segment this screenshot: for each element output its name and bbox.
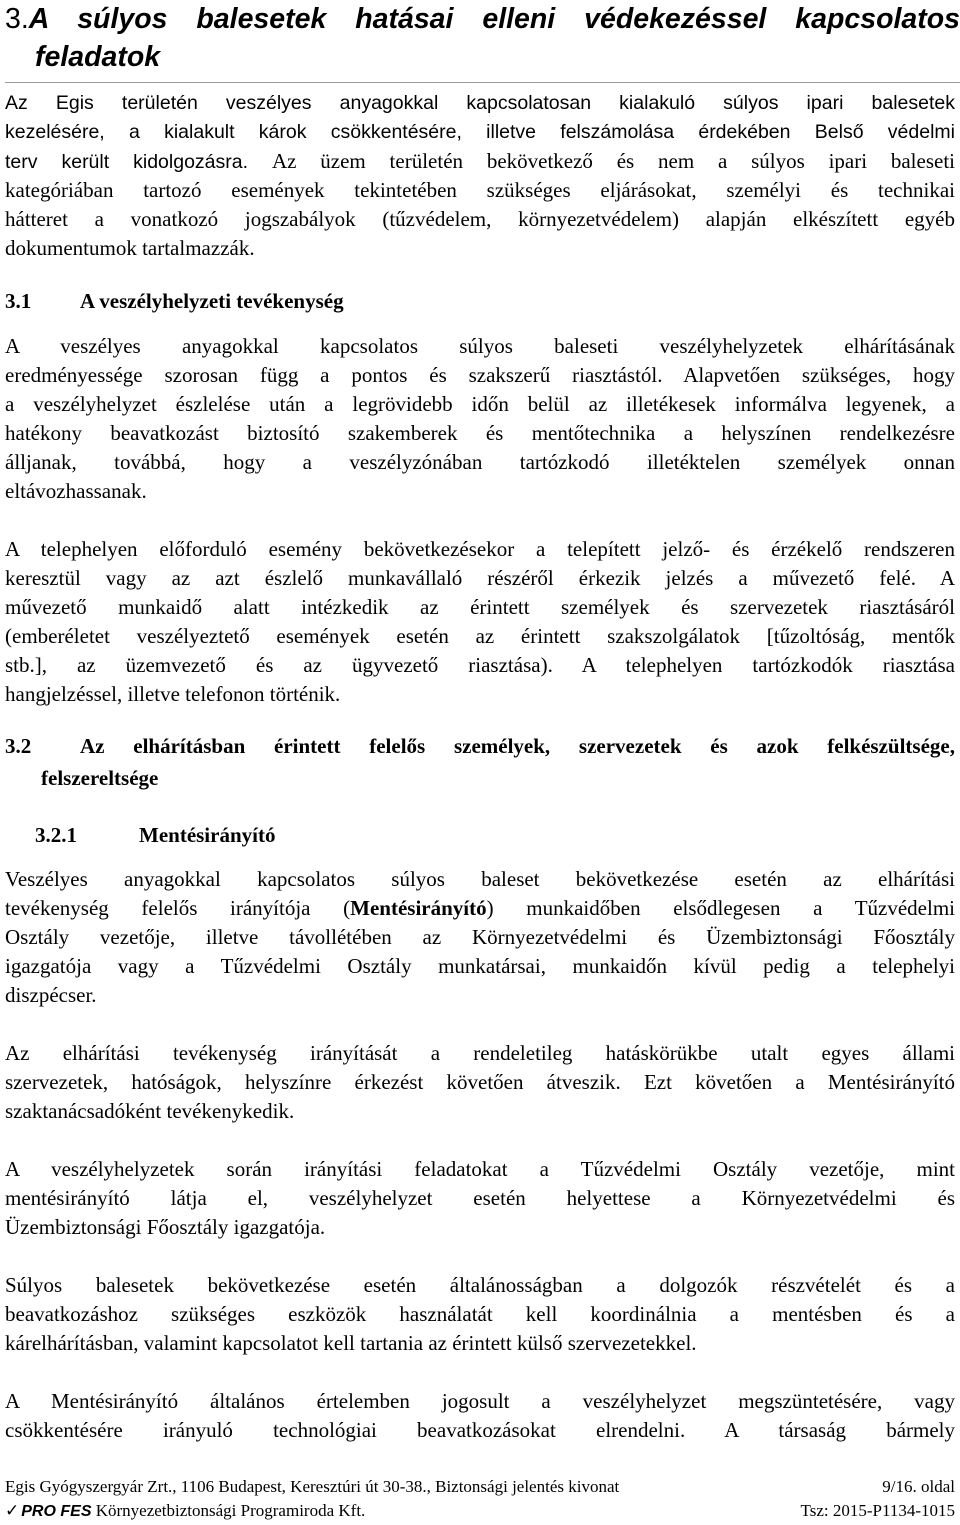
text-line: A Mentésirányító általános értelemben jogosult a veszélyhelyzet megszüntetésére, vagy [5, 1389, 955, 1413]
title-line-2: feladatok [35, 41, 161, 73]
text-line: keresztül vagy az azt észlelő munkavállaló részéről érkezik jelzés a művezető felé. A [5, 566, 955, 590]
bold-term: Mentésirányító [350, 896, 487, 920]
text-line: Súlyos balesetek bekövetkezése esetén általánosságban a dolgozók részvételét és a [5, 1273, 955, 1297]
text-line: művezető munkaidő alatt intézkedik az érintett személyek és szervezetek riasztásáról [5, 595, 955, 619]
text-line: Veszélyes anyagokkal kapcsolatos súlyos baleset bekövetkezése esetén az elhárítási [5, 867, 955, 891]
text-line: (emberéletet veszélyeztető események esetén az érintett szakszolgálatok [tűzoltóság, mentők [5, 624, 955, 648]
section-number: 3.2.1 [35, 823, 77, 847]
footer-line-1 [5, 1475, 955, 1499]
paragraph-3-1-a [5, 332, 955, 506]
text-line: eredményessége szorosan függ a pontos és szakszerű riasztástól. Alapvetően szükséges, hogy [5, 363, 955, 387]
section-heading-3-2-1 [5, 819, 275, 851]
text-line [5, 894, 955, 923]
intro-text-sans: terv került kidolgozásra. [5, 151, 249, 173]
section-heading-3-2 [5, 730, 955, 794]
title-text-1: A súlyos balesetek hatásai elleni védekezéssel kapcsolatos [28, 3, 960, 35]
intro-line: kezelésére, a kialakult károk csökkentésére, illetve felszámolása érdekében Belső védelmi [5, 121, 955, 143]
paragraph-3-2-1-d [5, 1271, 955, 1358]
text-line: hangjelzéssel, illetve telefonon történik. [5, 682, 341, 706]
paragraph-3-2-1-b [5, 1039, 955, 1126]
paragraph-3-2-1-c [5, 1155, 955, 1242]
text-line: diszpécser. [5, 983, 97, 1007]
section-heading-3-1 [5, 285, 344, 317]
intro-line [5, 147, 955, 176]
section-title: Mentésirányító [139, 823, 276, 847]
section-number: 3.1 [5, 289, 32, 313]
text-line: igazgatója vagy a Tűzvédelmi Osztály munkatársai, munkaidőn kívül pedig a telephelyi [5, 954, 955, 978]
intro-line: Az Egis területén veszélyes anyagokkal kapcsolatosan kialakuló súlyos ipari balesetek [5, 92, 955, 114]
text-line: kárelhárításban, valamint kapcsolatot kell tartania az érintett külső szervezetekkel. [5, 1331, 697, 1355]
paragraph-3-1-b [5, 535, 955, 709]
text-line: mentésirányító látja el, veszélyhelyzet esetén helyettese a Környezetvédelmi és [5, 1186, 955, 1210]
page-number: 9/16. oldal [882, 1477, 955, 1496]
text-line: a veszélyhelyzet észlelése után a legrövidebb időn belül az illetékesek informálva legyenek, a [5, 392, 955, 416]
text-line: beavatkozáshoz szükséges eszközök használatát kell koordinálnia a mentésben és a [5, 1302, 955, 1326]
text-run: tevékenység felelős irányítója ( [5, 896, 351, 920]
section-title: Az elhárításban érintett felelős személyek, szervezetek és azok felkészültsége, [80, 734, 955, 758]
text-line: álljanak, továbbá, hogy a veszélyzónában tartózkodó illetéktelen személyek onnan [5, 450, 955, 474]
text-run: ) munkaidőben elsődlegesen a Tűzvédelmi [486, 896, 955, 920]
text-line: Az elhárítási tevékenység irányítását a rendeletileg hatáskörükbe utalt egyes állami [5, 1041, 955, 1065]
text-line: A veszélyhelyzetek során irányítási feladatokat a Tűzvédelmi Osztály vezetője, mint [5, 1157, 955, 1181]
section-heading-line-1 [5, 730, 955, 762]
text-line: stb.], az üzemvezető és az ügyvezető riasztása). A telephelyen tartózkodók riasztása [5, 653, 955, 677]
title-line-1 [5, 0, 960, 38]
footer-org: Környezetbiztonsági Programiroda Kft. [95, 1501, 366, 1520]
paragraph-3-2-1-a [5, 865, 955, 1010]
footer-company: Egis Gyógyszergyár Zrt., 1106 Budapest, Keresztúri út 30-38., Biztonsági jelentés kivonat [5, 1477, 620, 1496]
title-number: 3. [5, 3, 29, 35]
paragraph-3-2-1-e [5, 1387, 955, 1445]
title-divider [5, 82, 960, 83]
text-line: Osztály vezetője, illetve távollétében az Környezetvédelmi és Üzembiztonsági Főosztály [5, 925, 955, 949]
section-title: A veszélyhelyzeti tevékenység [80, 289, 344, 313]
text-line: eltávozhassanak. [5, 479, 147, 503]
text-line: Üzembiztonsági Főosztály igazgatója. [5, 1215, 326, 1239]
checkmark-icon: ✓ [5, 1501, 20, 1521]
text-line: szaktanácsadóként tevékenykedik. [5, 1099, 295, 1123]
text-line: A veszélyes anyagokkal kapcsolatos súlyos baleseti veszélyhelyzetek elhárításának [5, 334, 955, 358]
text-line: A telephelyen előforduló esemény bekövetkezésekor a telepített jelző- és érzékelő rendszeren [5, 537, 955, 561]
intro-text-serif: Az üzem területén bekövetkező és nem a súlyos ipari baleseti [272, 149, 955, 173]
page-title [5, 0, 960, 76]
intro-line: dokumentumok tartalmazzák. [5, 236, 255, 260]
text-line: csökkentésére irányuló technológiai beavatkozásokat elrendelni. A társaság bármely [5, 1418, 955, 1442]
profes-logo: PRO FES [21, 1503, 92, 1520]
section-number: 3.2 [5, 734, 32, 758]
text-line: szervezetek, hatóságok, helyszínre érkezést követően átveszik. Ezt követően a Mentésirányító [5, 1070, 955, 1094]
intro-paragraph [5, 89, 955, 263]
document-id: Tsz: 2015-P1134-1015 [800, 1501, 955, 1520]
footer-line-2 [5, 1499, 955, 1524]
intro-line: hátteret a vonatkozó jogszabályok (tűzvédelem, környezetvédelem) alapján elkészített egyéb [5, 207, 955, 231]
intro-line: kategóriában tartozó események tekintetében szükséges eljárásokat, személyi és technikai [5, 178, 955, 202]
section-title-line-2: felszereltsége [41, 766, 159, 790]
text-line: hatékony beavatkozást biztosító szakemberek és mentőtechnika a helyszínen rendelkezésre [5, 421, 955, 445]
